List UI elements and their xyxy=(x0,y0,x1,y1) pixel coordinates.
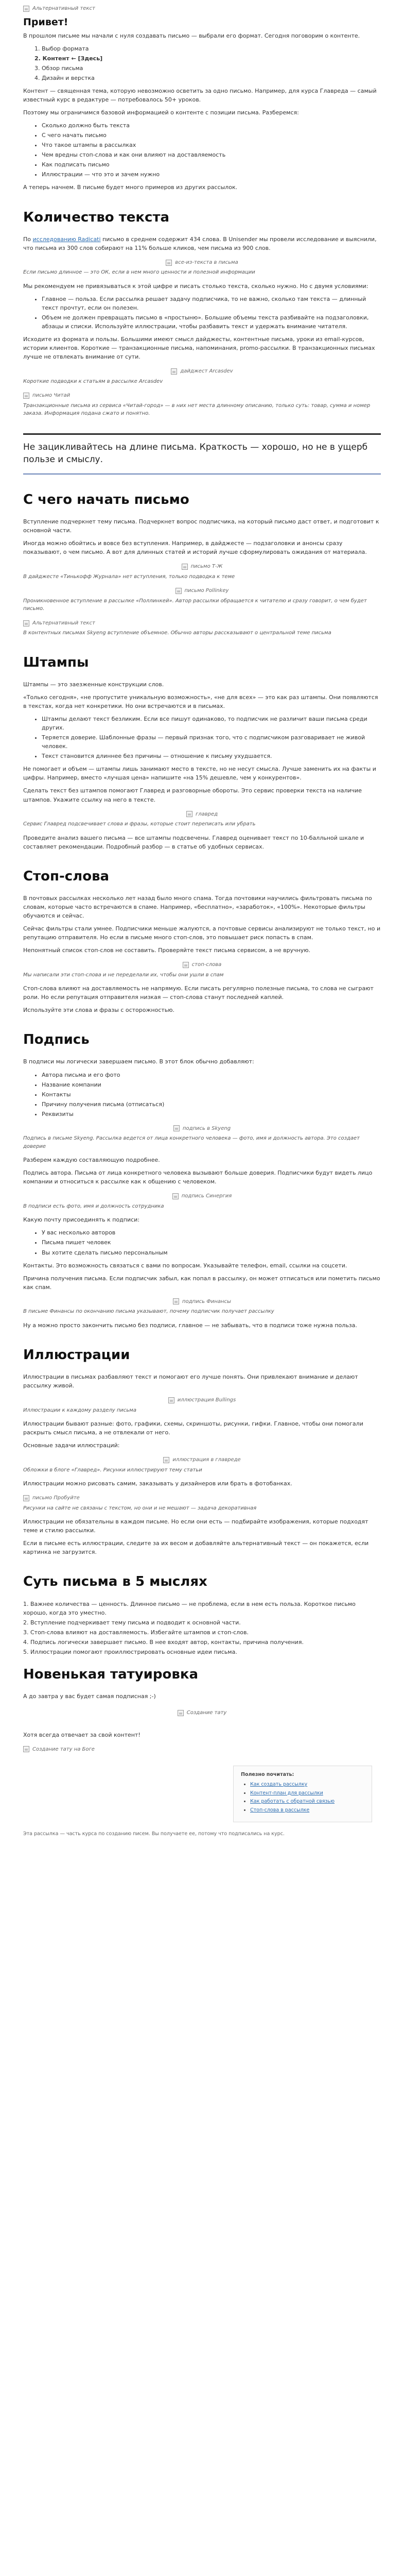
image-alt: подпись в Skyeng xyxy=(182,1125,231,1131)
when-item: • Письма пишет человек xyxy=(42,1238,381,1247)
illustration xyxy=(23,1125,381,1133)
section-paragraph: Вступление подчеркнет тему письма. Подчеркнет вопрос подписчика, на который письмо даст ответ, и подготовит к основной части. xyxy=(23,518,379,534)
section-paragraph: Какую почту присоединять к подписи: xyxy=(23,1216,140,1224)
illustration xyxy=(23,1494,381,1502)
section-paragraph: Иллюстрации бывают разные: фото, графики, схемы, скриншоты, рисунки, гифки. Главное, чтобы они помогали раскрыть смысл письма, а не отвлекали от него. xyxy=(23,1420,363,1436)
related-links-list xyxy=(241,1781,364,1815)
image-icon xyxy=(171,368,177,375)
section-signature xyxy=(23,1032,381,1329)
pull-quote: Не зацикливайтесь на длине письма. Краткость — хорошо, но не в ущерб пользе и смыслу. xyxy=(23,442,368,465)
illustration xyxy=(23,367,381,376)
illustration xyxy=(23,1396,381,1404)
summary-list xyxy=(23,1600,381,1656)
section-title: Количество текста xyxy=(23,209,170,225)
illustration xyxy=(23,587,381,595)
section-paragraph: Если в письме есть иллюстрации, следите за их весом и добавляйте альтернативный текст — он покажется, если картинка не загрузится. xyxy=(23,1540,369,1556)
signature-part: • Автора письма и его фото xyxy=(42,1071,381,1079)
section-start xyxy=(23,492,381,637)
illustration xyxy=(23,810,381,819)
image-alt: письмо Pollinkey xyxy=(184,588,229,594)
illustration xyxy=(23,961,381,969)
image-caption: В подписи есть фото, имя и должность сотрудника xyxy=(23,1203,164,1209)
signature-part: • Название компании xyxy=(42,1080,381,1089)
course-steps-list xyxy=(23,44,381,82)
image-caption: В дайджесте «Тинькофф Журнала» нет вступления, только подводка к теме xyxy=(23,573,235,580)
image-icon xyxy=(23,1746,29,1752)
course-step-current: 2. Контент ← [Здесь] xyxy=(34,55,103,62)
section-summary xyxy=(23,1574,381,1656)
summary-item: 2. Вступление подчеркивает тему письма и подводит к основной части. xyxy=(23,1619,241,1626)
summary-item: 1. Важнее количества — ценность. Длинное письмо — не проблема, если в нем есть польза. Короткое письмо хорошо, когда это уместно. xyxy=(23,1600,356,1616)
section-title: Новенькая татуировка xyxy=(23,1666,199,1682)
stamps-item: • Штампы делают текст безликим. Если все пишут одинаково, то подписчик не различит ваши письма среди других. xyxy=(42,715,381,732)
greeting: Привет! xyxy=(23,16,68,28)
image-icon xyxy=(178,1710,184,1716)
section-paragraph: Ну а можно просто закончить письмо без подписи, главное — не забывать, что в подписи тоже нужна польза. xyxy=(23,1321,357,1329)
when-list xyxy=(23,1228,381,1257)
image-alt: подпись Синергия xyxy=(181,1193,232,1199)
section-tattoo xyxy=(23,1667,381,1753)
section-paragraph: В почтовых рассылках несколько лет назад было много спама. Тогда почтовики научились фильтровать письма по словам, которые часто встречаются в спаме. Например, «бесплатно», «заработок», «100%». Некоторые фильтры обучаются и сейчас. xyxy=(23,894,372,919)
image-alt: письмо Пробуйте xyxy=(32,1495,80,1501)
illustration xyxy=(23,1298,381,1306)
header-image xyxy=(23,1,381,16)
related-link[interactable]: Как создать рассылку xyxy=(250,1781,308,1787)
divider xyxy=(23,433,381,435)
topic-item: • Как подписать письмо xyxy=(42,160,381,169)
section-paragraph: Причина получения письма. Если подписчик забыл, как попал в рассылку, он может отписаться или пометить письмо как спам. xyxy=(23,1275,380,1291)
image-alt: иллюстрация в главреде xyxy=(172,1457,241,1463)
broken-image-icon xyxy=(23,6,29,12)
section-paragraph: Иллюстрации в письмах разбавляют текст и помогают его лучше понять. Они привлекают внимание и делают рассылку живой. xyxy=(23,1373,358,1389)
signature-part: • Причину получения письма (отписаться) xyxy=(42,1100,381,1109)
section-paragraph: Основные задачи иллюстраций: xyxy=(23,1442,120,1449)
image-icon xyxy=(183,962,189,968)
stamps-item: • Теряется доверие. Шаблонные фразы — первый признак того, что с подписчиком разговаривает не живой человек. xyxy=(42,733,381,751)
section-paragraph: В подписи мы логически завершаем письмо. В этот блок обычно добавляют: xyxy=(23,1058,254,1065)
header-image-alt: Альтернативный текст xyxy=(32,6,95,12)
stamps-item: • Текст становится длиннее без причины — отношение к письму ухудшается. xyxy=(42,752,381,760)
section-paragraph: Не помогает и объем — штампы лишь занимают место в тексте, но не несут смысла. Лучше заменить их на факты и цифры. Например, вместо «лучшая цена» напишите «на 15% дешевле, чем у конкурентов». xyxy=(23,766,376,782)
image-icon xyxy=(166,260,172,266)
image-alt: дайджест Arcasdev xyxy=(180,368,233,375)
related-link[interactable]: Стоп-слова в рассылке xyxy=(250,1807,310,1814)
related-links-box xyxy=(233,1766,372,1822)
illustration xyxy=(23,1745,381,1754)
illustration xyxy=(23,1456,381,1464)
section-stop-words xyxy=(23,869,381,1015)
summary-item: 3. Стоп-слова влияют на доставляемость. Избегайте штампов и стоп-слов. xyxy=(23,1629,249,1636)
section-title: Штампы xyxy=(23,654,89,670)
section-paragraph: Иногда можно обойтись и вовсе без вступления. Например, в дайджесте — подзаголовки и анонсы сразу показывают, о чем письмо. А вот для длинных статей и историй лучше сформулировать ожидания от материала. xyxy=(23,540,367,556)
section-text-length xyxy=(23,210,381,474)
section-illustrations xyxy=(23,1347,381,1557)
course-step: 4. Дизайн и верстка xyxy=(34,74,95,81)
section-title: Стоп-слова xyxy=(23,868,110,884)
intro-paragraph: Поэтому мы ограничимся базовой информацией о контенте с позиции письма. Разберемся: xyxy=(23,109,299,116)
section-paragraph: «Только сегодня», «не пропустите уникальную возможность», «не для всех» — это как раз штампы. Они появляются в текстах, когда нет конкретики. Но они встречаются и в письмах. xyxy=(23,694,378,710)
topic-item: • Чем вредны стоп-слова и как они влияют на доставляемость xyxy=(42,150,381,159)
image-caption: Мы написали эти стоп-слова и не переделали их, чтобы они ушли в спам xyxy=(23,972,224,978)
image-caption: Подпись в письме Skyeng. Рассылка ведется от лица конкретного человека — фото, имя и должность автора. Это создает доверие xyxy=(23,1136,360,1149)
illustration xyxy=(23,563,381,571)
summary-item: 4. Подпись логически завершает письмо. В нее входят автор, контакты, причина получения. xyxy=(23,1638,304,1646)
section-title: Иллюстрации xyxy=(23,1347,130,1363)
image-alt: Создание тату xyxy=(186,1710,227,1716)
topic-item: • Иллюстрации — что это и зачем нужно xyxy=(42,170,381,179)
radicati-link[interactable]: исследованию Radicati xyxy=(32,235,101,243)
image-caption: В письме Финансы по окончанию письма указывают, почему подписчик получает рассылку xyxy=(23,1309,274,1315)
illustration xyxy=(23,259,381,267)
section-paragraph: Контакты. Это возможность связаться с вами по вопросам. Указывайте телефон, email, ссылки на соцсети. xyxy=(23,1262,347,1269)
related-link[interactable]: Контент-план для рассылки xyxy=(250,1790,323,1796)
email-page xyxy=(0,1,404,2576)
section-paragraph: Используйте эти слова и фразы с осторожностью. xyxy=(23,1007,175,1014)
topic-item: • С чего начать письмо xyxy=(42,131,381,140)
image-caption: Короткие подводки к статьям в рассылке Arcasdev xyxy=(23,378,163,384)
image-caption: Проникновенное вступление в рассылке «Поллинкей». Автор рассылки обращается к читателю и сразу говорит, о чем будет письмо. xyxy=(23,598,367,612)
image-icon xyxy=(173,1125,180,1131)
section-paragraph: Сделать текст без штампов помогают Главред и разговорные обороты. Это сервис проверки текста на наличие штампов. Укажите ссылку на него в тексте. xyxy=(23,787,362,803)
text-prefix: По xyxy=(23,235,31,243)
image-alt: главред xyxy=(195,811,218,817)
illustration xyxy=(23,1709,381,1717)
stamps-list xyxy=(23,715,381,760)
image-icon xyxy=(173,1298,179,1304)
illustration xyxy=(23,619,381,628)
topics-list xyxy=(23,121,381,179)
when-item: • Вы хотите сделать письмо персональным xyxy=(42,1248,381,1257)
section-paragraph: Хотя всегда отвечает за свой контент! xyxy=(23,1731,140,1738)
image-caption: Если письмо длинное — это ОК, если в нем много ценности и полезной информации xyxy=(23,269,255,276)
image-caption: Транзакционные письма из сервиса «Читай-город» — в них нет места длинному описанию, только суть: товар, сумма и номер заказа. Информация подана сжато и понятно. xyxy=(23,402,371,417)
related-links-title: Полезно почитать: xyxy=(241,1772,294,1778)
section-paragraph: Разберем каждую составляющую подробнее. xyxy=(23,1157,160,1164)
section-paragraph: Исходите из формата и пользы. Большими имеют смысл дайджесты, контентные письма, уроки из email-курсов, истории клиентов. Короткие — транзакционные письма, напоминания, promo-рассылки. В транзакционных письмах лучше не отвлекать внимание от сути. xyxy=(23,336,375,361)
course-step: 3. Обзор письма xyxy=(34,64,83,72)
signature-part: • Реквизиты xyxy=(42,1110,381,1118)
footer-note: Эта рассылка — часть курса по созданию писем. Вы получаете ее, потому что подписались на курс. xyxy=(23,1831,285,1837)
related-link[interactable]: Как работать с обратной связью xyxy=(250,1799,335,1805)
section-paragraph: Штампы — это заезженные конструкции слов. xyxy=(23,681,164,688)
section-paragraph: Иллюстрации не обязательны в каждом письме. Но если они есть — подбирайте изображения, которые подходят теме и стилю рассылки. xyxy=(23,1518,368,1534)
image-icon xyxy=(23,393,29,399)
section-paragraph: Подпись автора. Письма от лица конкретного человека вызывают больше доверия. Подписчики будут видеть лицо компании и относиться к рассылке как к общению с человеком. xyxy=(23,1170,373,1185)
image-alt: стоп-слова xyxy=(191,962,222,968)
image-icon xyxy=(163,1457,169,1463)
section-paragraph: Непонятный список стоп-слов не составить. Проверяйте текст письма сервисом, а не вручную. xyxy=(23,947,311,954)
image-icon xyxy=(175,588,182,594)
image-alt: письмо Читай xyxy=(32,393,71,399)
divider xyxy=(23,473,381,474)
signature-part: • Контакты xyxy=(42,1090,381,1099)
section-paragraph: Проведите анализ вашего письма — все штампы подсвечены. Главред оценивает текст по 10-балльной шкале и составляет рекомендации. Подробный разбор — в статье об удобных сервисах. xyxy=(23,834,364,850)
intro-section xyxy=(23,16,381,192)
image-caption: Иллюстрации к каждому разделу письма xyxy=(23,1407,136,1413)
image-alt: подпись Финансы xyxy=(182,1298,231,1304)
section-title: Суть письма в 5 мыслях xyxy=(23,1574,207,1590)
section-title: С чего начать письмо xyxy=(23,492,189,507)
when-item: • У вас несколько авторов xyxy=(42,1228,381,1237)
intro-paragraph: А теперь начнем. В письме будет много примеров из других рассылок. xyxy=(23,184,238,191)
signature-parts-list xyxy=(23,1071,381,1118)
image-icon xyxy=(186,811,192,817)
image-caption: Рисунки на сайте не связаны с текстом, но они и не мешают — задача декоративная xyxy=(23,1505,257,1511)
image-icon xyxy=(23,620,29,626)
section-paragraph: Стоп-слова влияют на доставляемость не напрямую. Если писать регулярно полезные письма, то слова не сыграют роли. Но если репутация отправителя низкая — стоп-слова станут последней каплей. xyxy=(23,985,374,1001)
illustration xyxy=(23,392,381,400)
image-alt: Альтернативный текст xyxy=(32,620,95,626)
section-stamps xyxy=(23,655,381,851)
image-caption: Обложки в блоге «Главред». Рисунки иллюстрируют тему статьи xyxy=(23,1467,202,1473)
condition-item: • Объем не должен превращать письмо в «простыню». Большие объемы текста разбивайте на подзаголовки, абзацы и списки. Используйте иллюстрации, чтобы разбавить текст и удержать внимание читателя. xyxy=(42,313,381,331)
text-rest: письмо в среднем содержит 434 слова. В Unisender мы провели исследование и выяснили, что письма из 300 слов собирают на 11% больше кликов, чем письма из 900 слов. xyxy=(23,235,377,251)
section-paragraph: Мы рекомендуем не привязываться к этой цифре и писать столько текста, сколько нужно. Но с двумя условиями: xyxy=(23,282,368,290)
conditions-list xyxy=(23,295,381,331)
image-alt: иллюстрация Bullings xyxy=(177,1397,236,1403)
intro-paragraph: Контент — священная тема, которую невозможно осветить за одно письмо. Например, для курса Главреда — самый известный курс в редактуре — потребовалось 50+ уроков. xyxy=(23,88,377,104)
image-caption: Сервис Главред подсвечивает слова и фразы, которые стоит переписать или убрать xyxy=(23,821,256,827)
image-caption: В контентных письмах Skyeng вступление объемное. Обычно авторы рассказывают о центральной теме письма xyxy=(23,630,331,636)
image-icon xyxy=(168,1397,174,1403)
section-paragraph: Сейчас фильтры стали умнее. Подписчики меньше жалуются, а почтовые сервисы анализируют не только текст, но и репутацию отправителя. Но если в письме много стоп-слов, это повышает риск попасть в спам. xyxy=(23,925,381,941)
topic-item: • Сколько должно быть текста xyxy=(42,121,381,130)
image-alt: Создание тату на Боге xyxy=(32,1746,95,1752)
illustration xyxy=(23,1192,381,1200)
course-step: 1. Выбор формата xyxy=(34,45,89,52)
section-paragraph xyxy=(23,235,381,252)
image-alt: письмо Т-Ж xyxy=(190,564,223,570)
intro-paragraph: В прошлом письме мы начали с нуля создавать письмо — выбрали его формат. Сегодня поговорим о контенте. xyxy=(23,32,360,39)
section-paragraph: Иллюстрации можно рисовать самим, заказывать у дизайнеров или брать в фотобанках. xyxy=(23,1480,292,1487)
section-title: Подпись xyxy=(23,1032,90,1048)
section-paragraph: А до завтра у вас будет самая подписная ;-) xyxy=(23,1693,156,1700)
image-icon xyxy=(172,1193,179,1199)
image-icon xyxy=(182,564,188,570)
image-alt: все-из-текста в письма xyxy=(175,259,238,265)
image-icon xyxy=(23,1495,29,1501)
summary-item: 5. Иллюстрации помогают проиллюстрировать основные идеи письма. xyxy=(23,1648,237,1655)
topic-item: • Что такое штампы в рассылках xyxy=(42,141,381,149)
condition-item: • Главное — польза. Если рассылка решает задачу подписчика, то не важно, сколько там текста — длинный текст прочтут, если он полезен. xyxy=(42,295,381,312)
